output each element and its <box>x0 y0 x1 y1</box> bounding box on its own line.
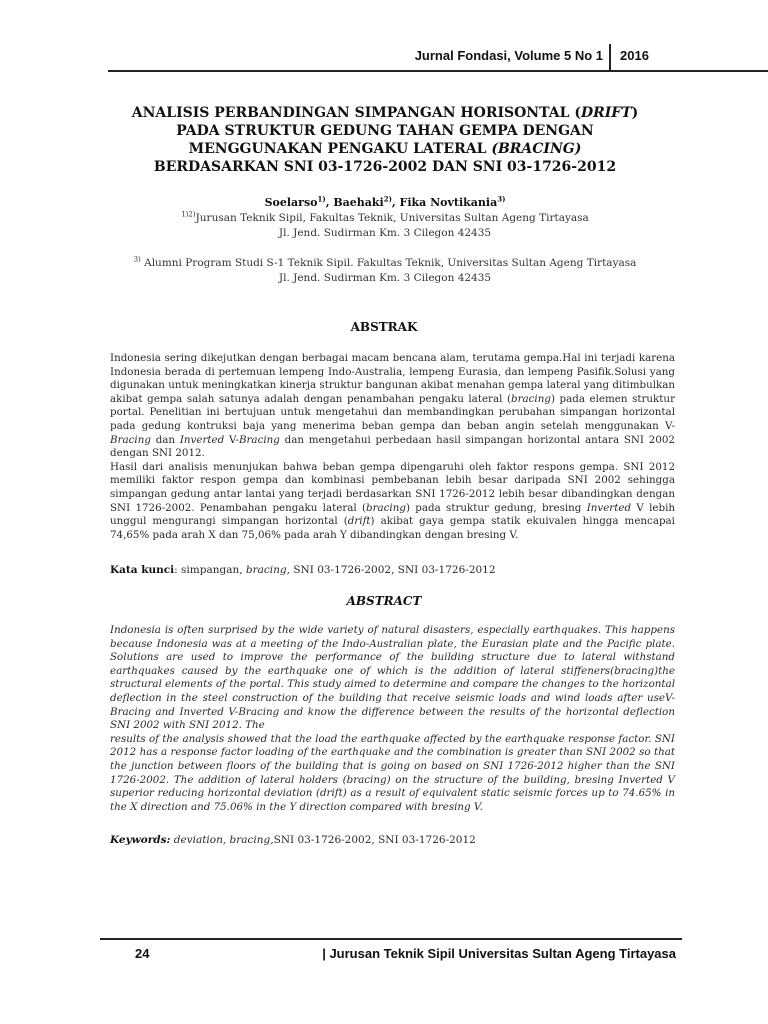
title-line-1: ANALISIS PERBANDINGAN SIMPANGAN HORISONTAL ( <box>131 105 581 121</box>
header-rule <box>108 70 768 72</box>
abstract-paragraph-2: results of the analysis showed that the load the earthquake affected by the earthquake response factor. SNI 2012 has a response factor loading of the earthquake and the combination is greater than SNI 2002 so that the junction between floors of the building that is going on based on SNI 1726-2012 higher than the SNI 1726-2002. The addition of lateral holders (bracing) on the structure of the building, bresing Inverted V superior reducing horizontal deviation (drift) as a result of equivalent static seismic forces up to 74.65% in the X direction and 75.06% in the Y direction compared with bresing V. <box>110 732 675 813</box>
affiliation-1-line1: Jurusan Teknik Sipil, Fakultas Teknik, Universitas Sultan Ageng Tirtayasa <box>195 212 589 224</box>
abstrak-body <box>110 352 675 542</box>
author-3: , Fika Novtikania <box>391 196 498 209</box>
abstract-paragraph-1: Indonesia is often surprised by the wide variety of natural disasters, especially earthquakes. This happens because Indonesia was at a meeting of the Indo-Australian plate, the Eurasian plate and the Pacific plate. Solutions are used to improve the performance of the building structure due to lateral withstand earthquakes caused by the earthquake one of which is the addition of lateral stiffeners(bracing)the structural elements of the portal. This study aimed to determine and compare the changes to the horizontal deflection in the steel construction of the building that receive seismic loads and wind loads after useV-Bracing and Inverted V-Bracing and know the difference between the results of the horizontal deflection SNI 2002 with SNI 2012. The <box>110 624 675 732</box>
author-2-sup: 2) <box>383 194 392 204</box>
abstrak-paragraph-2: Hasil dari analisis menunjukan bahwa beban gempa dipengaruhi oleh faktor respons gempa. SNI 2012 memiliki faktor respon gempa dan kombinasi pembebanan lebih besar daripada SNI 2002 sehingga simpangan gedung antar lantai yang terjadi berdasarkan SNI 1726-2012 lebih besar dibandingkan dengan SNI 1726-2002. Penambahan pengaku lateral (bracing) pada struktur gedung, bresing Inverted V lebih unggul mengurangi simpangan horizontal (drift) akibat gaya gempa statik ekuivalen hingga mencapai 74,65% pada arah X dan 75,06% pada arah Y dibandingkan dengan bresing V. <box>110 460 676 541</box>
affiliation-2 <box>100 256 670 286</box>
journal-name: Jurnal Fondasi, Volume 5 No 1 <box>414 48 603 63</box>
page-number: 24 <box>135 946 150 961</box>
author-1: Soelarso <box>264 196 318 209</box>
kata-kunci-label: Kata kunci <box>110 564 175 576</box>
abstrak-heading: ABSTRAK <box>350 320 418 334</box>
author-1-sup: 1) <box>317 194 326 204</box>
abstract-body <box>110 624 675 814</box>
author-list <box>100 196 670 209</box>
affiliation-2-line1: Alumni Program Studi S-1 Teknik Sipil. Fakultas Teknik, Universitas Sultan Ageng Tirtayasa <box>140 257 637 269</box>
title-bracing: (BRACING) <box>491 141 582 157</box>
affiliation-2-line2: Jl. Jend. Sudirman Km. 3 Cilegon 42435 <box>278 272 492 284</box>
header-divider <box>609 44 611 70</box>
abstract-heading: ABSTRACT <box>346 594 422 608</box>
title-line-3: MENGGUNAKAN PENGAKU LATERAL <box>188 141 492 157</box>
journal-year: 2016 <box>620 48 649 63</box>
title-paren: ) <box>631 105 639 121</box>
title-drift: DRIFT <box>580 105 632 121</box>
author-2: , Baehaki <box>325 196 384 209</box>
keywords: Keywords: deviation, bracing,SNI 03-1726-2002, SNI 03-1726-2012 <box>110 834 476 846</box>
running-header <box>0 44 768 70</box>
paper-title <box>90 104 680 176</box>
author-3-sup: 3) <box>497 194 506 204</box>
footer-institution: | Jurusan Teknik Sipil Universitas Sultan Ageng Tirtayasa <box>322 946 676 961</box>
affiliation-1-sup: 1)2) <box>181 210 196 219</box>
title-line-4: BERDASARKAN SNI 03-1726-2002 DAN SNI 03-1726-2012 <box>153 159 617 175</box>
keywords-label: Keywords: <box>110 834 171 846</box>
affiliation-1-line2: Jl. Jend. Sudirman Km. 3 Cilegon 42435 <box>278 227 492 239</box>
kata-kunci: Kata kunci: simpangan, bracing, SNI 03-1726-2002, SNI 03-1726-2012 <box>110 564 496 576</box>
footer-rule <box>100 938 682 940</box>
title-line-2: PADA STRUKTUR GEDUNG TAHAN GEMPA DENGAN <box>176 123 594 139</box>
affiliation-1 <box>100 211 670 241</box>
abstrak-paragraph-1: Indonesia sering dikejutkan dengan berbagai macam bencana alam, terutama gempa.Hal ini terjadi karena Indonesia berada di pertemuan lempeng Indo-Australia, lempeng Eurasia, dan lempeng Pasifik.Solusi yang digunakan untuk meningkatkan kinerja struktur bangunan akibat menahan gempa lateral yang ditimbulkan akibat gempa salah satunya adalah dengan penambahan pengaku lateral (bracing) pada elemen struktur portal. Penelitian ini bertujuan untuk mengetahui dan membandingkan perubahan simpangan horizontal pada gedung kontruksi baja yang menerima beban gempa dan beban angin setelah menggunakan V-Bracing dan Inverted V-Bracing dan mengetahui perbedaan hasil simpangan horizontal antara SNI 2002 dengan SNI 2012. <box>110 352 675 460</box>
affiliation-2-sup: 3) <box>133 255 141 264</box>
